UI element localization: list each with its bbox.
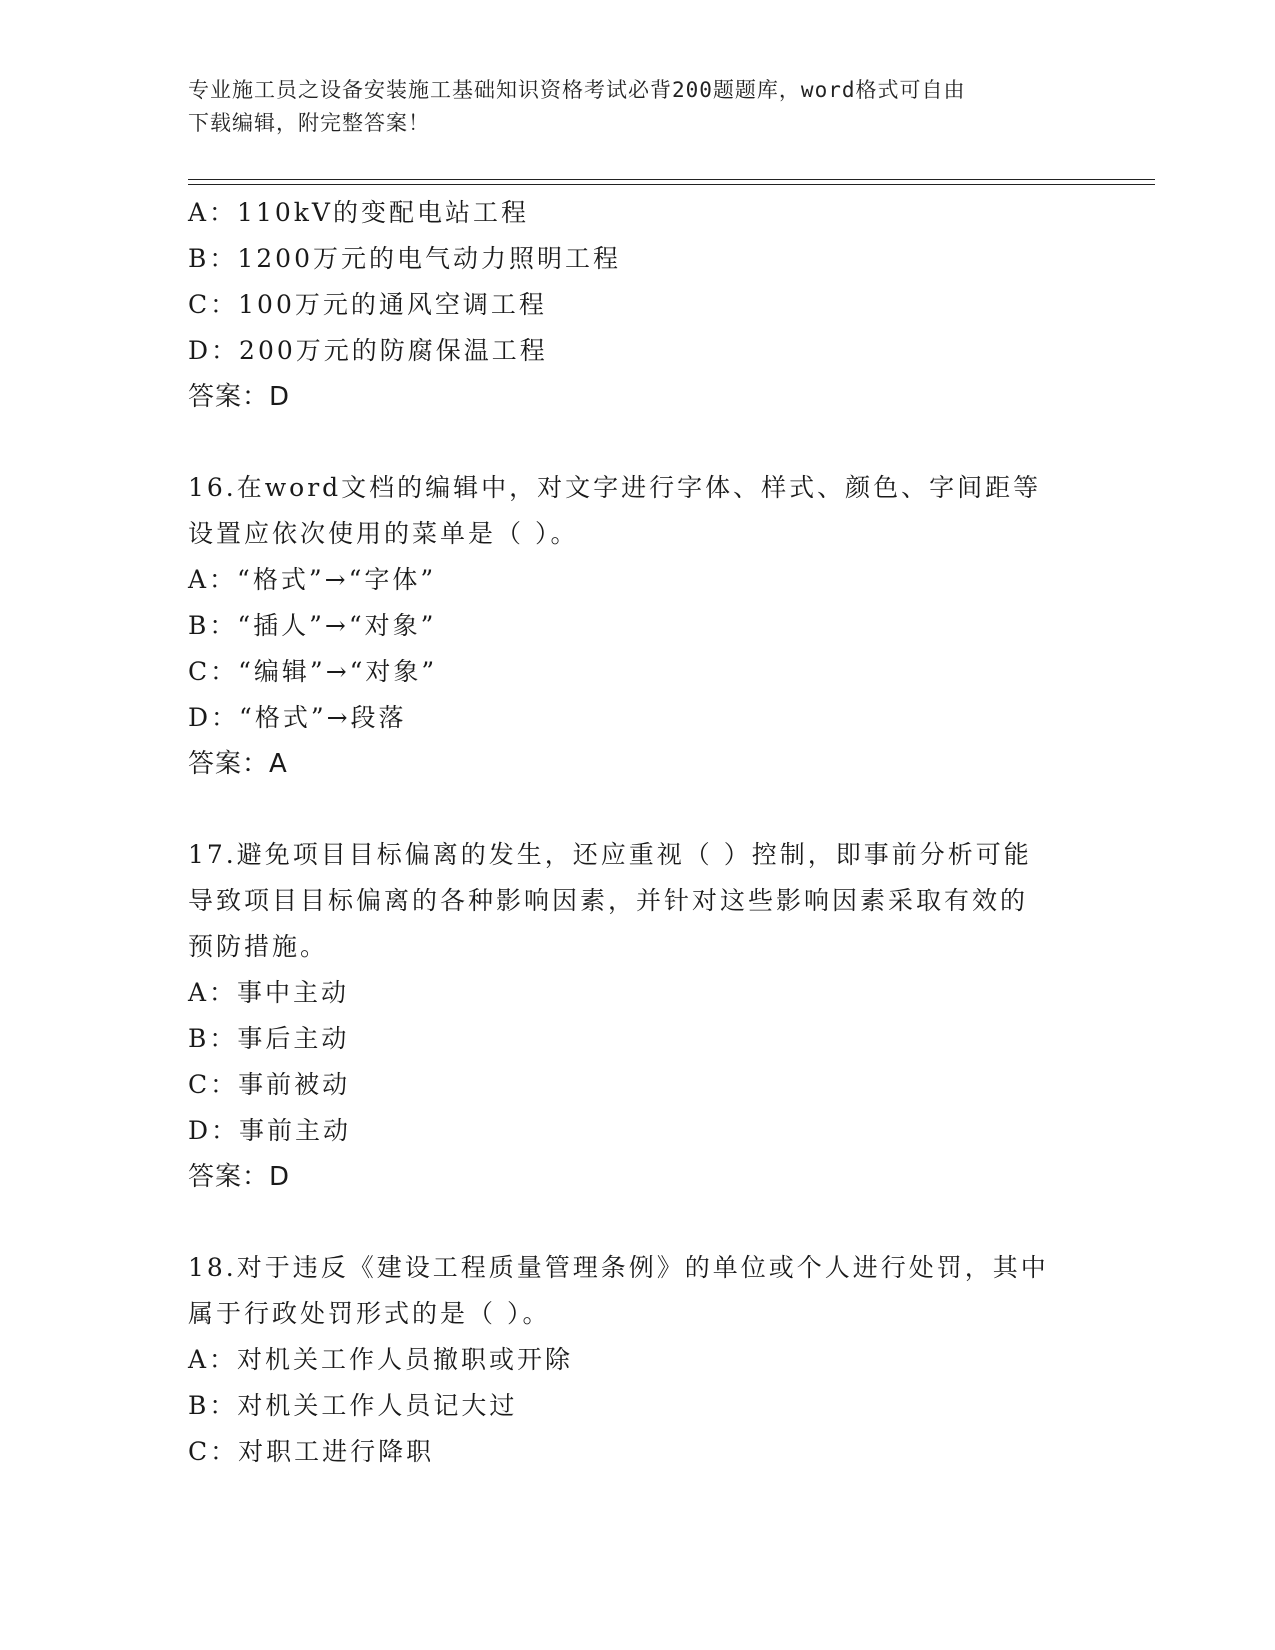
answer-line: 答案：D bbox=[188, 382, 291, 412]
question-text-line: 预防措施。 bbox=[188, 932, 329, 961]
option-d: D：“格式”→段落 bbox=[188, 703, 407, 732]
question-text-line: 16.在word文档的编辑中，对文字进行字体、样式、颜色、字间距等 bbox=[188, 473, 1042, 502]
header-line-1: 专业施工员之设备安装施工基础知识资格考试必背200题题库，word格式可自由 bbox=[188, 78, 966, 102]
question-text-line: 设置应依次使用的菜单是（ ）。 bbox=[188, 519, 579, 548]
question-text-line: 导致项目目标偏离的各种影响因素，并针对这些影响因素采取有效的 bbox=[188, 886, 1029, 915]
option-a: A：事中主动 bbox=[188, 978, 350, 1007]
question-18 bbox=[188, 1245, 1088, 1475]
option-c: C：“编辑”→“对象” bbox=[188, 657, 438, 686]
header-divider-bottom bbox=[188, 184, 1155, 185]
spacer bbox=[188, 787, 1088, 832]
option-b: B：1200万元的电气动力照明工程 bbox=[188, 244, 621, 273]
option-b: B：“插人”→“对象” bbox=[188, 611, 437, 640]
question-17 bbox=[188, 832, 1088, 1200]
answer-line: 答案：A bbox=[188, 749, 288, 779]
header-line-2: 下载编辑，附完整答案！ bbox=[188, 111, 430, 135]
header-divider-top bbox=[188, 179, 1155, 180]
question-text-line: 18.对于违反《建设工程质量管理条例》的单位或个人进行处罚，其中 bbox=[188, 1253, 1049, 1282]
question-15 bbox=[188, 190, 1088, 420]
option-a: A：“格式”→“字体” bbox=[188, 565, 437, 594]
option-a: A：对机关工作人员撤职或开除 bbox=[188, 1345, 574, 1374]
question-16 bbox=[188, 465, 1088, 787]
option-a: A：110kV的变配电站工程 bbox=[188, 198, 529, 227]
option-c: C：对职工进行降职 bbox=[188, 1437, 435, 1466]
option-d: D：200万元的防腐保温工程 bbox=[188, 336, 548, 365]
option-b: B：事后主动 bbox=[188, 1024, 350, 1053]
spacer bbox=[188, 420, 1088, 465]
question-list bbox=[188, 190, 1088, 1475]
document-header bbox=[188, 74, 1088, 140]
spacer bbox=[188, 1200, 1088, 1245]
option-b: B：对机关工作人员记大过 bbox=[188, 1391, 518, 1420]
answer-line: 答案：D bbox=[188, 1162, 291, 1192]
option-c: C：事前被动 bbox=[188, 1070, 351, 1099]
question-text-line: 17.避免项目目标偏离的发生，还应重视（ ）控制，即事前分析可能 bbox=[188, 840, 1032, 869]
option-c: C：100万元的通风空调工程 bbox=[188, 290, 547, 319]
option-d: D：事前主动 bbox=[188, 1116, 352, 1145]
question-text-line: 属于行政处罚形式的是（ ）。 bbox=[188, 1299, 551, 1328]
